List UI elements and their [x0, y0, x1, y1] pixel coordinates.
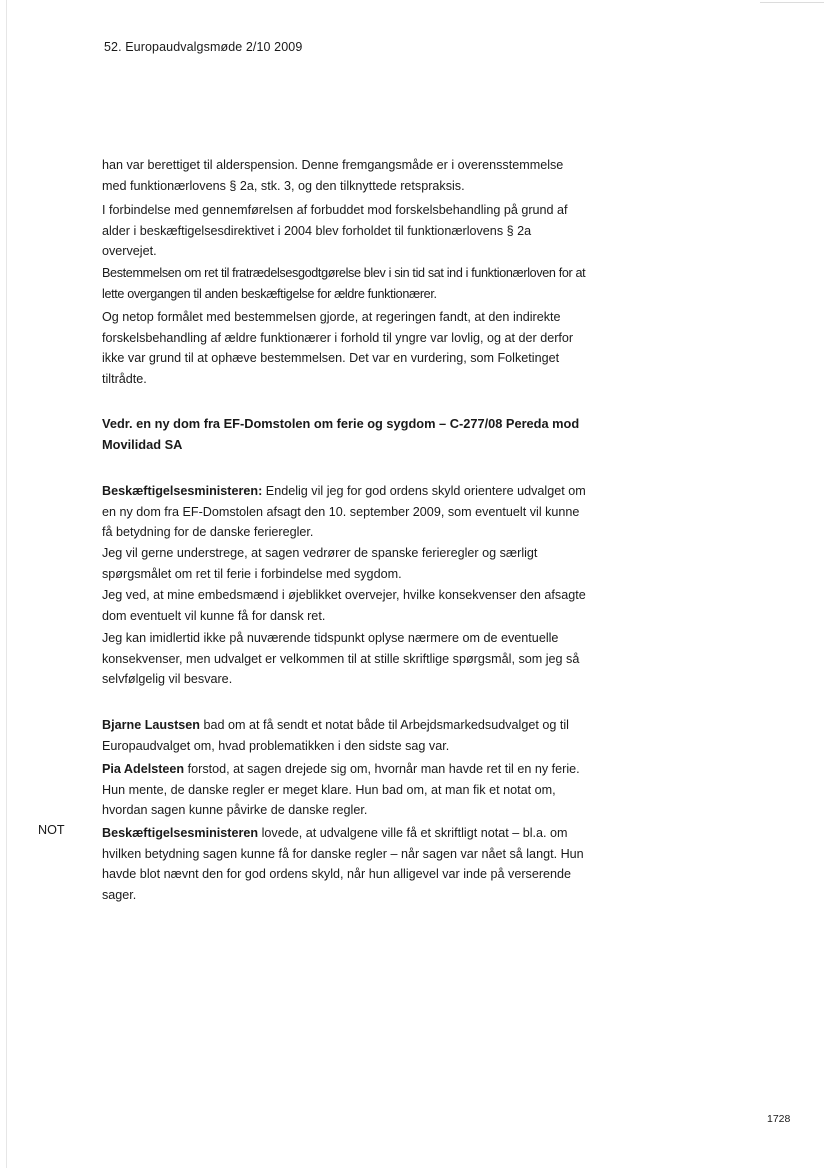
paragraph: Jeg ved, at mine embedsmænd i øjeblikket overvejer, hvilke konsekvenser den afsagte dom eventuelt vil kunne få for dansk ret. — [102, 588, 586, 623]
entry-text: forstod, at sagen drejede sig om, hvornår man havde ret til en ny ferie. Hun mente, de danske regler er meget klare. Hun bad om, at man fik et notat om, hvordan sagen kunne påvirke de danske regler. — [102, 762, 580, 818]
paragraph: Jeg vil gerne understrege, at sagen vedrører de spanske ferieregler og særligt spørgsmålet om ret til ferie i forbindelse med sygdom. — [102, 546, 538, 581]
paragraph: Og netop formålet med bestemmelsen gjorde, at regeringen fandt, at den indirekte forskelsbehandling af ældre funktionærer i forhold til yngre var lovlig, og at der derfor ikke var grund til at ophæve bestemmelsen. Det var en vurdering, som Folketinget tiltrådte. — [102, 310, 574, 386]
scan-top-line — [760, 2, 824, 3]
speaker-name: Bjarne Laustsen — [102, 718, 200, 732]
statement-text: Endelig vil jeg for god ordens skyld orientere udvalget om en ny dom fra EF-Domstolen afsagt den 10. september 2009, som eventuelt vil kunne få betydning for de danske ferieregler. — [102, 484, 586, 540]
paragraph: han var berettiget til alderspension. Denne fremgangsmåde er i overensstemmelse med funktionærlovens § 2a, stk. 3, og den tilknyttede retspraksis. — [102, 158, 564, 193]
speaker-name: Beskæftigelsesministeren: — [102, 484, 263, 498]
section-heading: Vedr. en ny dom fra EF-Domstolen om ferie og sygdom – C-277/08 Pereda mod Movilidad SA — [102, 416, 580, 452]
scan-edge-line — [6, 0, 7, 1168]
discussion-entry — [102, 823, 586, 905]
discussion-entry — [102, 759, 586, 821]
speaker-name: Beskæftigelsesministeren — [102, 826, 259, 840]
speaker-name: Pia Adelsteen — [102, 762, 185, 776]
paragraph: I forbindelse med gennemførelsen af forbuddet mod forskelsbehandling på grund af alder i beskæftigelsesdirektivet i 2004 blev forholdet til funktionærlovens § 2a overvejet. — [102, 203, 568, 259]
margin-note: NOT — [38, 823, 65, 837]
discussion-entry — [102, 715, 586, 756]
page-header: 52. Europaudvalgsmøde 2/10 2009 — [104, 40, 303, 54]
page-number: 1728 — [767, 1113, 791, 1125]
paragraph: Bestemmelsen om ret til fratrædelsesgodtgørelse blev i sin tid sat ind i funktionærloven for at lette overgangen til anden beskæftigelse for ældre funktionærer. — [102, 266, 586, 301]
paragraph: Jeg kan imidlertid ikke på nuværende tidspunkt oplyse nærmere om de eventuelle konsekvenser, men udvalget er velkommen til at stille skriftlige spørgsmål, som jeg så selvfølgelig vil besvare. — [102, 631, 580, 687]
minister-statement — [102, 481, 586, 543]
entry-text: bad om at få sendt et notat både til Arbejdsmarkedsudvalget og til Europaudvalget om, hvad problematikken i den sidste sag var. — [102, 718, 569, 753]
entry-text: lovede, at udvalgene ville få et skriftligt notat – bl.a. om hvilken betydning sagen kunne få for danske regler – når sagen var nået så langt. Hun havde blot nævnt den for god ordens skyld, når hun alligevel var inde på verserende sager. — [102, 826, 584, 902]
